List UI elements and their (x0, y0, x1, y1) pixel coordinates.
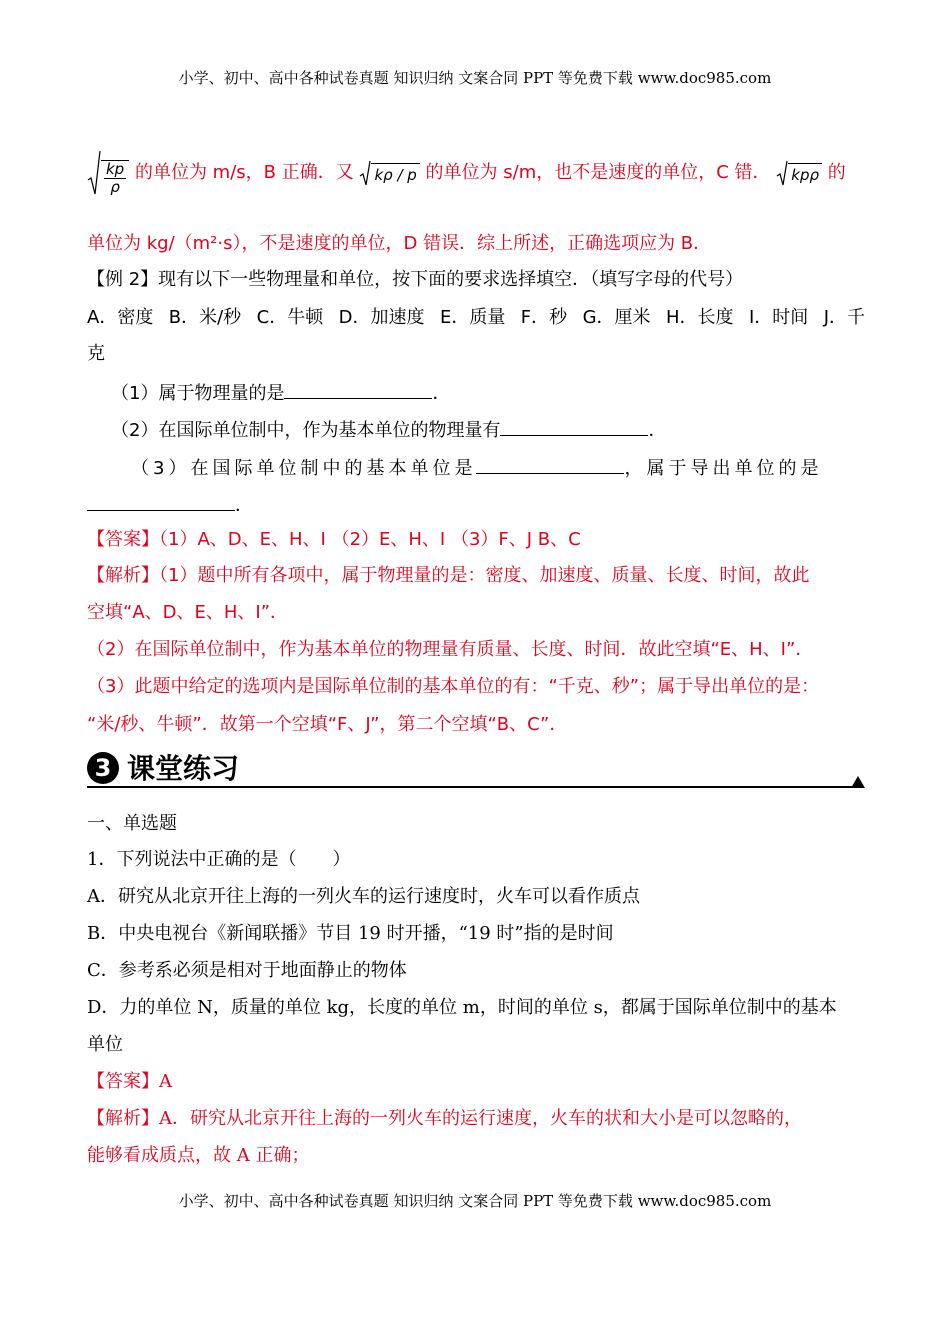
option-i: I．时间 (748, 307, 809, 328)
example2-analysis-3: （2）在国际单位制中，作为基本单位的物理量有质量、长度、时间．故此空填“E、H、I”． (87, 639, 814, 660)
option-d: D．加速度 (338, 307, 425, 328)
question-3-mid: ，属于导出单位的是 (624, 458, 823, 479)
option-b: B．米/秒 (168, 307, 242, 328)
example2-options (87, 306, 865, 330)
section-number-badge: 3 (87, 752, 119, 784)
practice-option-d: D．力的单位 N，质量的单位 kg，长度的单位 m，时间的单位 s，都属于国际单位制中的基本 (87, 997, 837, 1018)
answer-blank-4 (87, 492, 235, 511)
page-header: 小学、初中、高中各种试卷真题 知识归纳 文案合同 PPT 等免费下载 www.doc985.com (178, 69, 772, 87)
section-title: 课堂练习 (127, 752, 240, 785)
option-a: A．密度 (87, 307, 154, 328)
answer-blank-1 (284, 380, 432, 399)
practice-question-1: 1．下列说法中正确的是（ ） (87, 849, 351, 870)
example2-title: 【例 2】现有以下一些物理量和单位，按下面的要求选择填空．（填写字母的代号） (87, 269, 744, 290)
practice-answer: 【答案】A (87, 1071, 172, 1092)
formula-line (87, 150, 865, 200)
para1-text-2: 的单位为 s/m，也不是速度的单位，C 错． (425, 162, 771, 183)
para1-text-3: 的 (827, 162, 846, 183)
formula3-radicand: kpρ (788, 163, 822, 186)
sqrt-formula-3 (776, 160, 822, 186)
para1-line-2: 单位为 kg/（m²·s），不是速度的单位，D 错误．综上所述，正确选项应为 B． (87, 233, 712, 254)
practice-analysis-1: 【解析】A．研究从北京开往上海的一列火车的运行速度，火车的状和大小是可以忽略的， (87, 1108, 802, 1129)
question-1-end: ． (432, 383, 451, 404)
sqrt-formula-1 (87, 150, 129, 196)
triangle-icon (851, 776, 865, 788)
question-3-text: （3）在国际单位制中的基本单位是 (131, 458, 477, 479)
question-2-text: （2）在国际单位制中，作为基本单位的物理量有 (111, 420, 501, 441)
option-j: J．千 (823, 307, 865, 328)
option-c: C．牛顿 (256, 307, 324, 328)
practice-option-b: B．中央电视台《新闻联播》节目 19 时开播，“19 时”指的是时间 (87, 923, 614, 944)
para1-text-1: 的单位为 m/s，B 正确．又 (134, 162, 354, 183)
question-1 (111, 380, 889, 406)
option-g: G．厘米 (582, 307, 651, 328)
example2-answer: 【答案】（1）A、D、E、H、I （2）E、H、I （3）F、J B、C (87, 529, 581, 550)
example2-analysis-4: （3）此题中给定的选项内是国际单位制的基本单位的有：“千克、秒”；属于导出单位的是： (87, 676, 820, 697)
example2-analysis-5: “米/秒、牛顿”．故第一个空填“F、J”，第二个空填“B、C”． (87, 714, 568, 735)
practice-option-a: A．研究从北京开往上海的一列火车的运行速度时，火车可以看作质点 (87, 886, 640, 907)
question-3-line-2 (87, 492, 865, 518)
answer-blank-3 (476, 455, 624, 474)
question-type: 一、单选题 (87, 813, 177, 834)
practice-option-c: C．参考系必须是相对于地面静止的物体 (87, 960, 407, 981)
question-2-end: ． (648, 420, 667, 441)
example2-analysis-1: 【解析】（1）题中所有各项中，属于物理量的是：密度、加速度、质量、长度、时间，故此 (87, 565, 810, 586)
section-heading (87, 750, 865, 790)
example2-analysis-2: 空填“A、D、E、H、I”． (87, 602, 289, 623)
question-1-text: （1）属于物理量的是 (111, 383, 285, 404)
option-h: H．长度 (665, 307, 734, 328)
formula1-denominator: ρ (110, 178, 120, 196)
question-3 (131, 455, 865, 481)
practice-analysis-2: 能够看成质点，故 A 正确； (87, 1145, 310, 1166)
option-f: F．秒 (520, 307, 568, 328)
question-3-end: ． (235, 495, 253, 516)
section-rule (87, 786, 853, 788)
page-footer: 小学、初中、高中各种试卷真题 知识归纳 文案合同 PPT 等免费下载 www.doc985.com (178, 1192, 772, 1210)
practice-option-d-cont: 单位 (87, 1034, 123, 1055)
formula1-numerator: kp (106, 160, 125, 178)
answer-blank-2 (500, 417, 648, 436)
sqrt-formula-2 (359, 160, 419, 186)
formula2-radicand: kρ / p (371, 163, 419, 186)
option-e: E．质量 (439, 307, 506, 328)
example2-options-cont: 克 (87, 343, 105, 364)
question-2 (111, 417, 889, 443)
